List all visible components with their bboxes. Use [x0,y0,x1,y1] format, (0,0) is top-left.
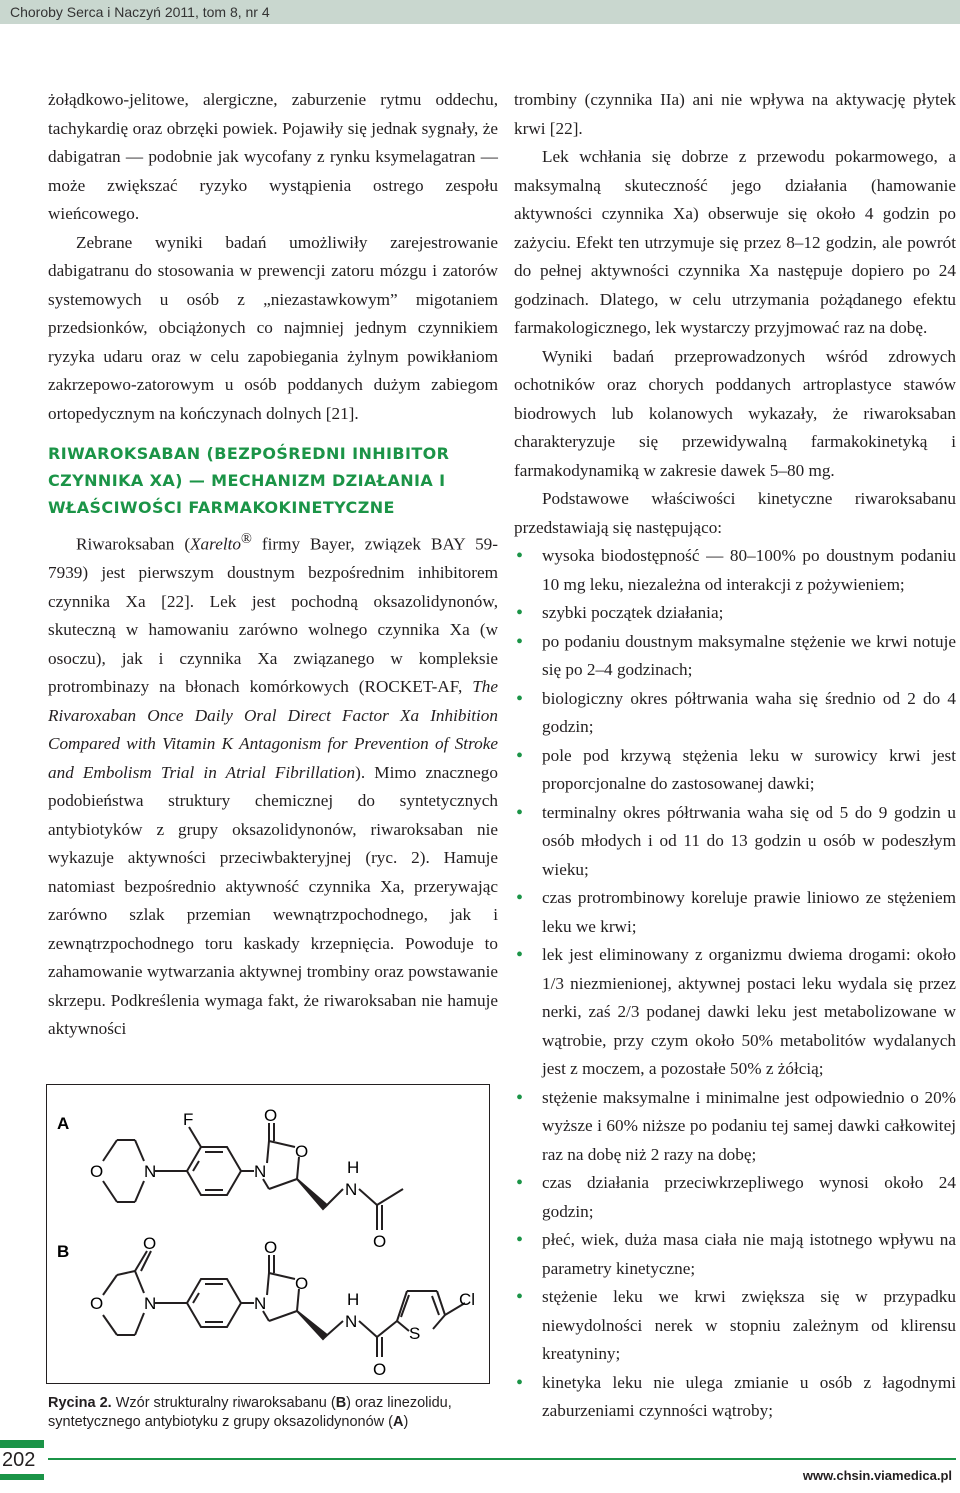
list-item: • pole pod krzywą stężenia leku w surowicy krwi jest proporcjonalne do zastosowanej dawki; [514,742,956,799]
list-item: • czas protrombinowy koreluje prawie liniowo ze stężeniem leku we krwi; [514,884,956,941]
list-item: • stężenie maksymalne i minimalne jest odpowiednio o 20% wyższe i 60% niższe po podaniu tej samej dawki całkowitej raz na dobę niż 2 razy na dobę; [514,1084,956,1170]
list-item: • wysoka biodostępność — 80–100% po doustnym podaniu 10 mg leku, niezależna od interakcji z pożywieniem; [514,542,956,599]
atom-n: N [144,1162,157,1181]
label-b: B [57,1242,70,1261]
atom-o: O [264,1238,278,1257]
atom-o: O [143,1234,157,1253]
footer-divider [48,1458,956,1460]
atom-o: O [90,1294,104,1313]
list-item: • terminalny okres półtrwania waha się od 5 do 9 godzin u osób młodych i od 11 do 13 godzin u osób w podeszłym wieku; [514,799,956,885]
atom-n: N [254,1294,267,1313]
atom-o: O [295,1274,309,1293]
properties-list [514,542,956,1426]
structure-drawing [47,1085,488,1382]
list-item: • czas działania przeciwkrzepliwego wynosi około 24 godzin; [514,1169,956,1226]
list-item: • kinetyka leku nie ulega zmianie u osób z łagodnymi zaburzeniami czynności wątroby; [514,1369,956,1426]
atom-cl: Cl [459,1290,476,1309]
atom-o: O [295,1142,309,1161]
list-item: • stężenie leku we krwi zwiększa się w przypadku niewydolności nerek w stopniu zależnym od klirensu kreatyniny; [514,1283,956,1369]
atom-n: N [254,1162,267,1181]
page-number: 202 [2,1449,36,1471]
atom-f: F [183,1110,194,1129]
journal-website: www.chsin.viamedica.pl [802,1468,952,1483]
paragraph: Lek wchłania się dobrze z przewodu pokarmowego, a maksymalną skuteczność jego działania (hamowanie aktywności czynnika Xa) obserwuje się około 4 godzin po zażyciu. Efekt ten utrzymuje się przez 8–12 godzin, ale powrót do pełnej aktywności czynnika Xa następuje dopiero po 24 godzinach. Dlatego, w celu utrzymania pożądanego efektu farmakologicznego, lek wystarczy przyjmować raz na dobę. [514,147,956,337]
figure-caption: Rycina 2. Wzór strukturalny riwaroksabanu (B) oraz linezolidu, syntetycznego antybiotyku z grupy oksazolidynonów (A) [48,1395,452,1430]
paragraph: Wyniki badań przeprowadzonych wśród zdrowych ochotników oraz chorych poddanych artroplastyce stawów biodrowych lub kolanowych wykazały, że riwaroksaban charakteryzuje się przewidywalną farmakokinetyką i farmakodynamiką w zakresie dawek 5–80 mg. [514,346,956,480]
paragraph: Zebrane wyniki badań umożliwiły zarejestrowanie dabigatranu do stosowania w prewencji zatoru mózgu i zatorów systemowych u osób z „niezastawkowym” migotaniem przedsionków, obciążonych co najmniej jednym czynnikiem ryzyka udaru oraz w celu zapobiegania żylnym powikłaniom zakrzepowo-zatorowym u osób poddanych dużym zabiegom ortopedycznym na kończynach dolnych [21]. [48,232,498,423]
list-item: • szybki początek działania; [514,599,956,628]
paragraph: trombiny (czynnika IIa) ani nie wpływa na aktywację płytek krwi [22]. [514,90,956,138]
journal-title: Choroby Serca i Naczyń 2011, tom 8, nr 4 [10,4,270,20]
atom-h: H [347,1290,360,1309]
atom-n: N [345,1180,358,1199]
atom-o: O [373,1360,387,1379]
header-bar [0,0,960,24]
paragraph: Riwaroksaban (Xarelto® firmy Bayer, związek BAY 59-7939) jest pierwszym doustnym bezpośrednim inhibitorem czynnika Xa [22]. Lek jest pochodną oksazolidynonów, skuteczną w hamowaniu zarówno wolnego czynnika Xa (w osoczu), jak i czynnika Xa związanego w kompleksie protrombinazy na błonach komórkowych (ROCKET-AF, The Rivaroxaban Once Daily Oral Direct Factor Xa Inhibition Compared with Vitamin K Antagonism for Prevention of Stroke and Embolism Trial in Atrial Fibrillation). Mimo znacznego podobieństwa struktury chemicznej do syntetycznych antybiotyków z grupy oksazolidynonów, riwaroksaban nie wykazuje aktywności przeciwbakteryjnej (ryc. 2). Hamuje natomiast bezpośrednio aktywność czynnika Xa, przerywając zarówno szlak przemian wewnątrzpochodnego, jak i zewnątrzpochodnego toru kaskady krzepnięcia. Powoduje to zahamowanie wytwarzania aktywnej trombiny oraz powstawanie skrzepu. Podkreślenia wymaga fakt, że riwaroksaban nie hamuje aktywności [48,531,498,1039]
paragraph: żołądkowo-jelitowe, alergiczne, zaburzenie rytmu oddechu, tachykardię oraz obrzęki powiek. Pojawiły się jednak sygnały, że dabigatran — podobnie jak wycofany z rynku ksymelagatran — może zwiększać ryzyko wystąpienia ostrego zespołu wieńcowego. [48,90,498,223]
list-item: • biologiczny okres półtrwania waha się średnio od 2 do 4 godzin; [514,685,956,742]
section-heading: RIWAROKSABAN (BEZPOŚREDNI INHIBITOR CZYNNIKA XA) — MECHANIZM DZIAŁANIA I WŁAŚCIWOŚCI FARMAKOKINETYCZNE [48,444,450,517]
right-column [514,86,956,1426]
atom-o: O [373,1232,387,1251]
label-a: A [57,1114,70,1133]
list-item: • lek jest eliminowany z organizmu dwiema drogami: około 1/3 niezmienionej, aktywnej postaci leku wydala się przez nerki, zaś 2/3 podanej dawki leku jest metabolizowane w wątrobie, przy czym około 50% metabolitów wydalanych jest z moczem, a pozostałe 50% z żółcią; [514,941,956,1084]
atom-n: N [345,1312,358,1331]
atom-o: O [90,1162,104,1181]
atom-n: N [144,1294,157,1313]
paragraph: Podstawowe właściwości kinetyczne riwaroksabanu przedstawiają się następująco: [514,489,956,537]
atom-o: O [264,1106,278,1125]
atom-h: H [347,1158,360,1177]
chemical-structure-figure [46,1084,490,1384]
list-item: • płeć, wiek, duża masa ciała nie mają istotnego wpływu na parametry kinetyczne; [514,1226,956,1283]
atom-s: S [409,1324,421,1343]
list-item: • po podaniu doustnym maksymalne stężenie we krwi notuje się po 2–4 godzinach; [514,628,956,685]
left-column [48,86,498,1044]
